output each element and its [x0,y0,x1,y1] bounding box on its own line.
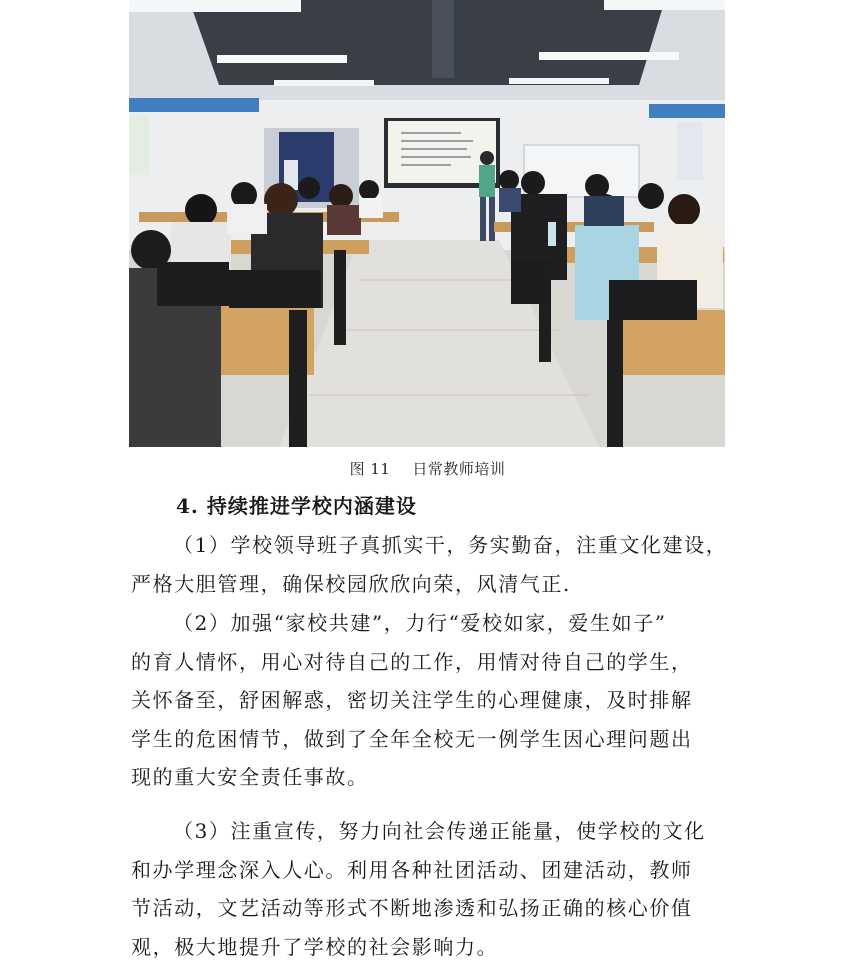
paragraph-1 [131,526,729,603]
paragraph-line: 严格大胆管理，确保校园欣欣向荣，风清气正. [131,571,571,596]
paragraph-line: 的育人情怀，用心对待自己的工作，用情对待自己的学生， [131,649,693,674]
paragraph-line: 观，极大地提升了学校的社会影响力。 [131,934,499,959]
paragraph-line: （2）加强“家校共建”，力行“爱校如家，爱生如子” [173,611,667,635]
figure-number: 图 11 [349,460,391,478]
paragraph-line: 节活动，文艺活动等形式不断地渗透和弘扬正确的核心价值 [131,896,693,920]
section-heading: 4. 持续推进学校内涵建设 [176,494,417,518]
figure-caption [0,458,855,479]
paragraph-3 [131,812,729,966]
paragraph-2 [131,604,729,797]
figure-title: 日常教师培训 [412,460,506,478]
paragraph-line: 现的重大安全责任事故。 [131,765,369,789]
classroom-photo [129,0,725,447]
paragraph-line: （1）学校领导班子真抓实干，务实勤奋，注重文化建设， [173,533,728,557]
paragraph-line: 学生的危困情节，做到了全年全校无一例学生因心理问题出 [131,726,693,751]
paragraph-line: 和办学理念深入人心。利用各种社团活动、团建活动，教师 [131,857,693,882]
paragraph-line: 关怀备至，舒困解惑，密切关注学生的心理健康，及时排解 [131,688,693,712]
paragraph-line: （3）注重宣传，努力向社会传递正能量，使学校的文化 [173,819,706,843]
